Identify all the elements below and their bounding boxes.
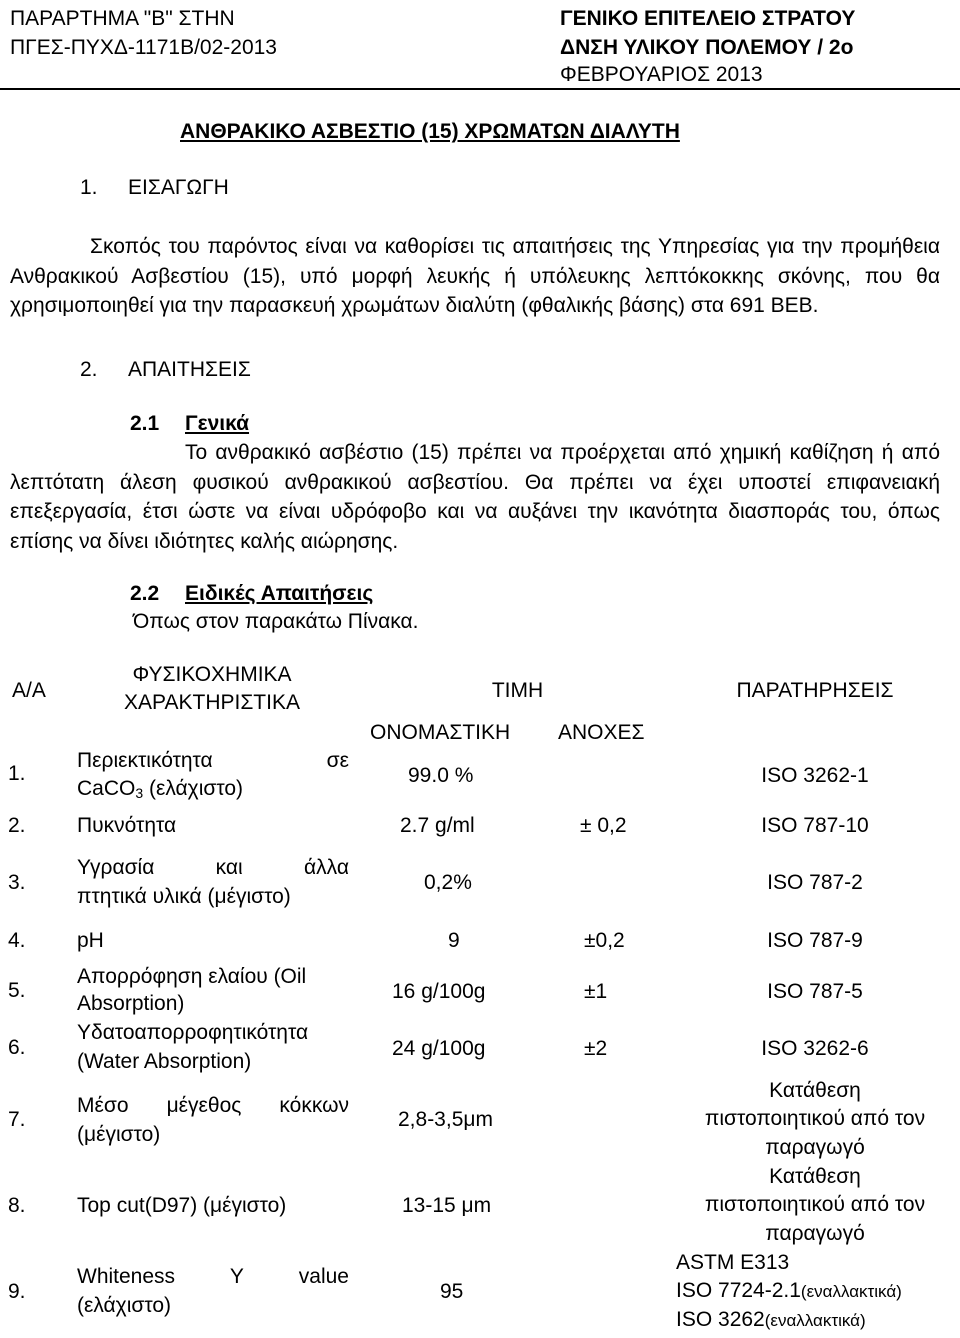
section2-number: 2. xyxy=(80,358,98,381)
section1-heading: ΕΙΣΑΓΩΓΗ xyxy=(128,176,229,199)
row-remarks: ISO 3262-1 xyxy=(761,764,869,787)
row-property-line2: πτητικά υλικά (μέγιστο) xyxy=(77,885,291,908)
row-property-line1: Μέσο μέγεθος κόκκων xyxy=(77,1094,349,1117)
row-number: 3. xyxy=(8,871,26,894)
section2-heading: ΑΠΑΙΤΗΣΕΙΣ xyxy=(128,358,251,381)
row-number: 8. xyxy=(8,1194,26,1217)
document-title: ΑΝΘΡΑΚΙΚΟ ΑΣΒΕΣΤΙΟ (15) ΧΡΩΜΑΤΩΝ ΔΙΑΛΥΤΗ xyxy=(180,120,680,143)
alternative-note: (εναλλακτικά) xyxy=(800,1282,902,1301)
row-remarks-line1: Κατάθεση xyxy=(769,1079,861,1102)
row-property-line1: Υδατοαπορροφητικότητα xyxy=(77,1021,309,1044)
row-remarks: ISO 787-2 xyxy=(767,871,863,894)
col-header-tolerance: ΑΝΟΧΕΣ xyxy=(558,721,645,744)
row-property: Πυκνότητα xyxy=(77,814,177,837)
row-remarks-line1: ASTM E313 xyxy=(676,1251,790,1274)
row-nominal: 13-15 μm xyxy=(402,1194,492,1217)
header-divider xyxy=(0,88,960,90)
row-number: 4. xyxy=(8,929,26,952)
row-property-line1: Απορρόφηση ελαίου (Oil xyxy=(77,965,307,988)
formula-suffix: (ελάχιστο) xyxy=(143,777,243,800)
sub2-heading: Ειδικές Απαιτήσεις xyxy=(185,582,374,605)
row-property-line2 xyxy=(77,776,243,801)
col-header-aa: Α/Α xyxy=(12,679,46,702)
row-property: pH xyxy=(77,929,104,952)
header-right-line3: ΦΕΒΡΟΥΑΡΙΟΣ 2013 xyxy=(560,63,763,86)
row-remarks-line3: παραγωγό xyxy=(765,1222,865,1245)
col-header-remarks: ΠΑΡΑΤΗΡΗΣΕΙΣ xyxy=(736,679,894,702)
row-number: 1. xyxy=(8,762,26,785)
alternative-note: (εναλλακτικά) xyxy=(764,1311,866,1330)
row-tolerance: ±2 xyxy=(584,1037,608,1060)
row-number: 5. xyxy=(8,979,26,1002)
row-nominal: 24 g/100g xyxy=(392,1037,486,1060)
row-property: Top cut(D97) (μέγιστο) xyxy=(77,1194,287,1217)
row-number: 9. xyxy=(8,1280,26,1303)
sub1-heading: Γενικά xyxy=(185,412,250,435)
col-header-nominal: ΟΝΟΜΑΣΤΙΚΗ xyxy=(370,721,511,744)
row-nominal: 16 g/100g xyxy=(392,980,486,1003)
row-nominal: 2.7 g/ml xyxy=(400,814,475,837)
header-right-line1: ΓΕΝΙΚΟ ΕΠΙΤΕΛΕΙΟ ΣΤΡΑΤΟΥ xyxy=(560,7,856,30)
standard-code: ISO 7724-2.1 xyxy=(676,1279,801,1302)
row-remarks-line2 xyxy=(676,1278,902,1304)
col-header-property-line2: ΧΑΡΑΚΤΗΡΙΣΤΙΚΑ xyxy=(124,691,300,714)
header-left-line2: ΠΓΕΣ-ΠΥΧΔ-1171Β/02-2013 xyxy=(10,36,277,59)
row-remarks: ISO 3262-6 xyxy=(761,1037,869,1060)
row-remarks: ISO 787-5 xyxy=(767,980,863,1003)
row-number: 2. xyxy=(8,814,26,837)
row-nominal: 99.0 % xyxy=(408,764,474,787)
row-property-line2: (μέγιστο) xyxy=(77,1123,161,1146)
row-property-line1: Περιεκτικότητα σε xyxy=(77,749,349,772)
row-remarks-line2: πιστοποιητικού από τον xyxy=(704,1107,926,1130)
row-remarks-line1: Κατάθεση xyxy=(769,1165,861,1188)
formula-main: CaCO xyxy=(77,777,136,800)
sub2-number: 2.2 xyxy=(130,582,160,605)
row-remarks-line2: πιστοποιητικού από τον xyxy=(704,1193,926,1216)
row-property-line2: (Water Absorption) xyxy=(77,1050,252,1073)
col-header-property-line1: ΦΥΣΙΚΟΧΗΜΙΚΑ xyxy=(132,663,292,686)
header-left-line1: ΠΑΡΑΡΤΗΜΑ "Β" ΣΤΗΝ xyxy=(10,7,235,30)
formula-subscript: 3 xyxy=(135,785,144,801)
sub1-paragraph: Το ανθρακικό ασβέστιο (15) πρέπει να προέρχεται από χημική καθίζηση ή από λεπτότατη άλεση φυσικού ανθρακικού ασβεστίου. Θα πρέπει να έχει υποστεί επιφανειακή επεξεργασία, έτσι ώστε να είναι υδρόφοβο και να αυξάνει την ικανότητα διασποράς του, όπως επίσης να δίνει ιδιότητες καλής αιώρησης. xyxy=(10,441,940,553)
row-nominal: 9 xyxy=(448,929,460,952)
row-remarks-line3: παραγωγό xyxy=(765,1136,865,1159)
standard-code: ISO 3262 xyxy=(676,1308,765,1331)
row-tolerance: ± 0,2 xyxy=(580,814,627,837)
row-remarks: ISO 787-10 xyxy=(761,814,869,837)
col-header-value: ΤΙΜΗ xyxy=(491,679,544,702)
row-property-line1: Whiteness Y value xyxy=(77,1265,349,1288)
row-remarks: ISO 787-9 xyxy=(767,929,863,952)
row-property-line2: (ελάχιστο) xyxy=(77,1294,171,1317)
row-nominal: 0,2% xyxy=(424,871,472,894)
row-tolerance: ±0,2 xyxy=(584,929,625,952)
row-remarks-line3 xyxy=(676,1307,866,1333)
row-property-line1: Υγρασία και άλλα xyxy=(77,856,349,879)
row-nominal: 95 xyxy=(440,1280,464,1303)
header-right-line2: ΔΝΣΗ ΥΛΙΚΟΥ ΠΟΛΕΜΟΥ / 2ο xyxy=(560,36,854,59)
row-number: 7. xyxy=(8,1108,26,1131)
row-nominal: 2,8-3,5μm xyxy=(398,1108,493,1131)
sub1-number: 2.1 xyxy=(130,412,160,435)
row-number: 6. xyxy=(8,1036,26,1059)
row-tolerance: ±1 xyxy=(584,980,608,1003)
row-property-line2: Absorption) xyxy=(77,992,185,1015)
section1-paragraph: Σκοπός του παρόντος είναι να καθορίσει τις απαιτήσεις της Υπηρεσίας για την προμήθεια Ανθρακικού Ασβεστίου (15), υπό μορφή λευκής ή υπόλευκης λεπτόκοκκης σκόνης, που θα χρησιμοποιηθεί για την παρασκευή χρωμάτων διαλύτη (φθαλικής βάσης) στα 691 ΒΕΒ. xyxy=(10,235,940,317)
section1-number: 1. xyxy=(80,176,98,199)
sub2-text: Όπως στον παρακάτω Πίνακα. xyxy=(133,610,419,633)
